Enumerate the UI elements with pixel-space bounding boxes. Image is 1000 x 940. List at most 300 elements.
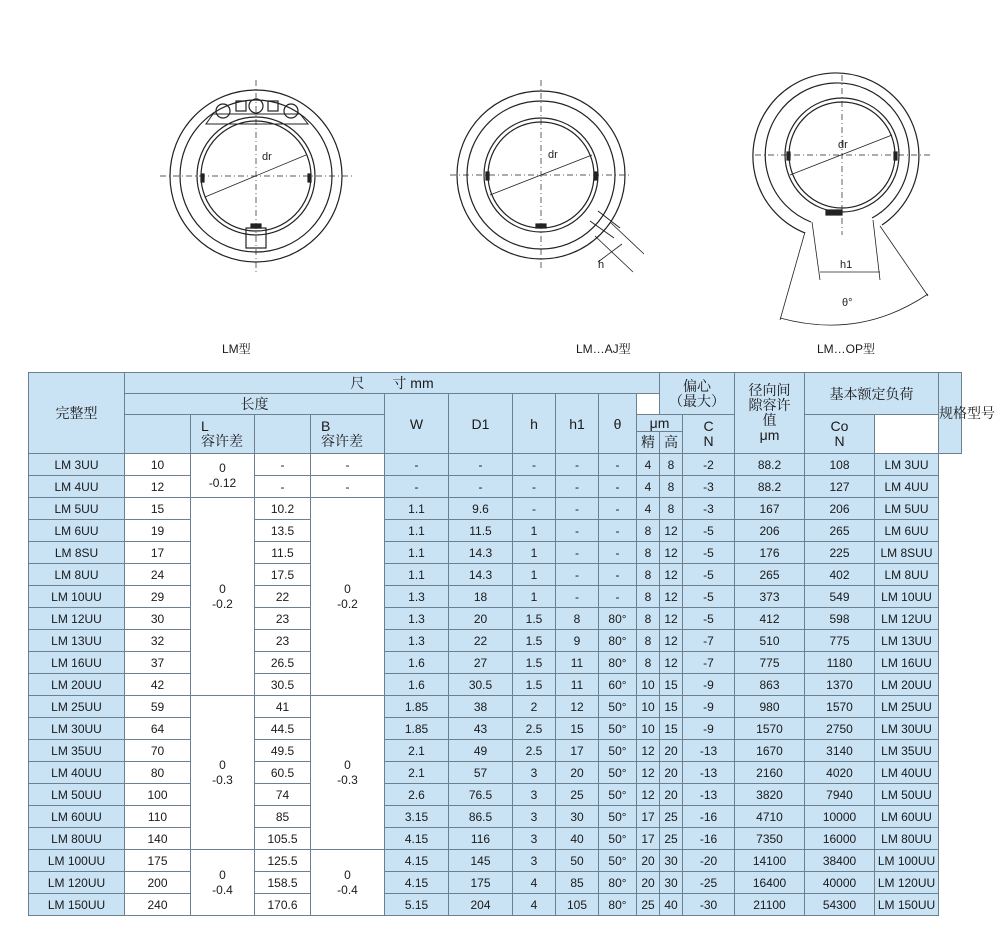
cell-spec-model: LM 100UU [875,850,939,872]
table-body [29,454,962,916]
cell-h1: 25 [556,784,599,806]
cell-C: 21100 [735,894,805,916]
cell-W: 2.1 [385,762,449,784]
cell-radial: -5 [683,608,735,630]
cell-B: - [255,476,311,498]
lm-aj-type-drawing [450,80,644,272]
cell-radial: -13 [683,740,735,762]
cell-spec-model: LM 6UU [875,520,939,542]
cell-B: 44.5 [255,718,311,740]
cell-spec-model: LM 4UU [875,476,939,498]
cell-B: 170.6 [255,894,311,916]
lm-op-type-drawing [753,73,930,325]
cell-ecc-fine: 10 [637,696,660,718]
cell-model: LM 6UU [29,520,125,542]
cell-B: 30.5 [255,674,311,696]
cell-ecc-high: 30 [660,872,683,894]
cell-D1: - [449,476,513,498]
cell-model: LM 16UU [29,652,125,674]
cell-L: 24 [125,564,191,586]
cell-theta: 50° [599,718,637,740]
cell-ecc-high: 40 [660,894,683,916]
cell-ecc-high: 8 [660,454,683,476]
header-basic-load: 基本额定负荷 [805,373,939,415]
table-row [29,498,962,520]
cell-Co: 402 [805,564,875,586]
header-L-tolerance: L 容许差 [191,415,255,454]
table-row [29,454,962,476]
dr-label: dr [548,149,558,161]
cell-D1: 116 [449,828,513,850]
cell-W: 1.1 [385,520,449,542]
cell-C: 3820 [735,784,805,806]
cell-C: 373 [735,586,805,608]
cell-W: 1.85 [385,718,449,740]
cell-L-tolerance: 0 -0.12 [191,454,255,498]
header-spec-model: 规格型号 [939,373,962,454]
cell-radial: -3 [683,498,735,520]
cell-B-tolerance: 0 -0.4 [311,850,385,916]
cell-spec-model: LM 3UU [875,454,939,476]
cell-ecc-fine: 20 [637,872,660,894]
cell-B: 85 [255,806,311,828]
cell-Co: 2750 [805,718,875,740]
cell-W: - [385,476,449,498]
dr-label: dr [262,151,272,163]
cell-B: 17.5 [255,564,311,586]
cell-ecc-high: 15 [660,696,683,718]
cell-ecc-high: 12 [660,564,683,586]
cell-h1: 50 [556,850,599,872]
cell-theta: 50° [599,828,637,850]
cell-spec-model: LM 150UU [875,894,939,916]
cell-ecc-fine: 10 [637,718,660,740]
cell-radial: -20 [683,850,735,872]
cell-D1: 14.3 [449,542,513,564]
cell-theta: - [599,564,637,586]
cell-theta: 80° [599,872,637,894]
header-B-value [255,415,311,454]
cell-Co: 10000 [805,806,875,828]
lm-type-label: LM型 [222,342,251,356]
cell-D1: 43 [449,718,513,740]
bearing-diagrams [0,0,1000,370]
cell-W: 1.3 [385,608,449,630]
cell-C: 88.2 [735,454,805,476]
cell-radial: -2 [683,454,735,476]
cell-C: 2160 [735,762,805,784]
cell-C: 206 [735,520,805,542]
cell-L: 59 [125,696,191,718]
cell-ecc-high: 20 [660,762,683,784]
cell-radial: -16 [683,828,735,850]
cell-radial: -9 [683,718,735,740]
cell-h: 1.5 [513,652,556,674]
cell-model: LM 10UU [29,586,125,608]
cell-model: LM 35UU [29,740,125,762]
cell-B: 23 [255,630,311,652]
dr-label: dr [838,139,848,151]
cell-spec-model: LM 12UU [875,608,939,630]
cell-ecc-fine: 20 [637,850,660,872]
cell-Co: 127 [805,476,875,498]
cell-model: LM 50UU [29,784,125,806]
cell-h1: 11 [556,674,599,696]
cell-spec-model: LM 50UU [875,784,939,806]
cell-B: 74 [255,784,311,806]
cell-B: 23 [255,608,311,630]
cell-B: 125.5 [255,850,311,872]
cell-h: 1 [513,520,556,542]
cell-B-tolerance: 0 -0.3 [311,696,385,850]
header-D1: D1 [449,394,513,454]
cell-h: 3 [513,850,556,872]
cell-theta: 50° [599,784,637,806]
header-W: W [385,394,449,454]
cell-theta: 50° [599,740,637,762]
cell-radial: -13 [683,762,735,784]
cell-h1: - [556,520,599,542]
cell-radial: -13 [683,784,735,806]
header-Co: Co N [805,415,875,454]
cell-W: 4.15 [385,850,449,872]
cell-L: 64 [125,718,191,740]
cell-W: 4.15 [385,872,449,894]
header-C: C N [683,415,735,454]
cell-L: 32 [125,630,191,652]
cell-ecc-fine: 4 [637,476,660,498]
cell-h1: - [556,542,599,564]
header-ecc-sub: μm 精 高 [637,415,683,454]
cell-h: 1.5 [513,630,556,652]
cell-h1: 105 [556,894,599,916]
cell-h1: 85 [556,872,599,894]
cell-model: LM 25UU [29,696,125,718]
header-L-value [125,415,191,454]
cell-D1: 204 [449,894,513,916]
cell-ecc-high: 12 [660,542,683,564]
cell-C: 88.2 [735,476,805,498]
cell-Co: 3140 [805,740,875,762]
table-row [29,630,962,652]
cell-B: 60.5 [255,762,311,784]
cell-h1: 15 [556,718,599,740]
cell-radial: -3 [683,476,735,498]
cell-Co: 54300 [805,894,875,916]
cell-h1: - [556,454,599,476]
cell-C: 863 [735,674,805,696]
cell-B-tolerance: 0 -0.2 [311,498,385,696]
header-eccentricity: 偏心 （最大） [660,373,735,415]
cell-C: 7350 [735,828,805,850]
cell-D1: 27 [449,652,513,674]
h1-label: h1 [840,259,853,271]
cell-W: 1.1 [385,564,449,586]
cell-ecc-fine: 10 [637,674,660,696]
cell-L: 15 [125,498,191,520]
cell-L: 175 [125,850,191,872]
cell-theta: - [599,542,637,564]
cell-model: LM 3UU [29,454,125,476]
cell-Co: 38400 [805,850,875,872]
cell-ecc-high: 8 [660,498,683,520]
cell-Co: 549 [805,586,875,608]
cell-B: 11.5 [255,542,311,564]
cell-theta: 80° [599,652,637,674]
cell-L: 17 [125,542,191,564]
cell-theta: - [599,520,637,542]
cell-W: 1.3 [385,586,449,608]
cell-D1: 18 [449,586,513,608]
cell-D1: 175 [449,872,513,894]
cell-theta: - [599,476,637,498]
cell-D1: 14.3 [449,564,513,586]
cell-h: 1.5 [513,674,556,696]
table-row [29,784,962,806]
cell-ecc-fine: 8 [637,630,660,652]
cell-h1: 11 [556,652,599,674]
cell-W: 1.85 [385,696,449,718]
cell-radial: -30 [683,894,735,916]
cell-ecc-high: 12 [660,586,683,608]
header-dimensions: 尺 寸 mm [125,373,660,394]
cell-theta: - [599,586,637,608]
cell-L-tolerance: 0 -0.2 [191,498,255,696]
cell-L: 10 [125,454,191,476]
cell-Co: 7940 [805,784,875,806]
cell-radial: -9 [683,696,735,718]
cell-Co: 4020 [805,762,875,784]
cell-ecc-fine: 12 [637,740,660,762]
table-row [29,850,962,872]
cell-C: 265 [735,564,805,586]
cell-h: 3 [513,762,556,784]
cell-ecc-high: 8 [660,476,683,498]
cell-h: 3 [513,806,556,828]
cell-h: 3 [513,784,556,806]
cell-spec-model: LM 25UU [875,696,939,718]
cell-ecc-high: 25 [660,806,683,828]
cell-h: - [513,498,556,520]
cell-B: 26.5 [255,652,311,674]
cell-theta: 50° [599,762,637,784]
cell-spec-model: LM 5UU [875,498,939,520]
table-row [29,652,962,674]
cell-D1: 76.5 [449,784,513,806]
lm-type-drawing [160,80,352,272]
cell-C: 510 [735,630,805,652]
cell-D1: 145 [449,850,513,872]
table-row [29,476,962,498]
cell-theta: - [599,454,637,476]
cell-C: 1670 [735,740,805,762]
table-header [29,373,995,454]
cell-h: 4 [513,872,556,894]
cell-ecc-fine: 17 [637,806,660,828]
cell-Co: 40000 [805,872,875,894]
table-row [29,828,962,850]
cell-L: 200 [125,872,191,894]
cell-L: 12 [125,476,191,498]
cell-spec-model: LM 16UU [875,652,939,674]
cell-B: 41 [255,696,311,718]
cell-C: 412 [735,608,805,630]
header-length: 长度 [125,394,385,415]
cell-L-tolerance: 0 -0.3 [191,696,255,850]
cell-Co: 1180 [805,652,875,674]
cell-W: 1.6 [385,674,449,696]
cell-ecc-fine: 8 [637,586,660,608]
cell-Co: 775 [805,630,875,652]
cell-C: 14100 [735,850,805,872]
table-row [29,806,962,828]
cell-B: 49.5 [255,740,311,762]
cell-C: 1570 [735,718,805,740]
cell-B: 105.5 [255,828,311,850]
cell-Co: 1370 [805,674,875,696]
cell-Co: 265 [805,520,875,542]
cell-ecc-high: 12 [660,608,683,630]
cell-ecc-fine: 25 [637,894,660,916]
cell-L: 100 [125,784,191,806]
cell-D1: 57 [449,762,513,784]
cell-h1: 9 [556,630,599,652]
cell-ecc-high: 20 [660,740,683,762]
cell-D1: 38 [449,696,513,718]
cell-spec-model: LM 8UU [875,564,939,586]
table-row [29,894,962,916]
cell-h: 2.5 [513,718,556,740]
cell-C: 176 [735,542,805,564]
cell-spec-model: LM 10UU [875,586,939,608]
cell-ecc-high: 15 [660,718,683,740]
cell-C: 167 [735,498,805,520]
header-model: 完整型 [29,373,125,454]
cell-model: LM 40UU [29,762,125,784]
cell-ecc-fine: 4 [637,498,660,520]
cell-model: LM 150UU [29,894,125,916]
cell-radial: -5 [683,520,735,542]
cell-W: 1.1 [385,542,449,564]
cell-C: 16400 [735,872,805,894]
cell-theta: 80° [599,630,637,652]
cell-spec-model: LM 80UU [875,828,939,850]
cell-theta: 80° [599,894,637,916]
cell-h: 4 [513,894,556,916]
cell-h: 1 [513,542,556,564]
lm-op-type-label: LM…OP型 [817,342,876,356]
cell-L: 30 [125,608,191,630]
cell-spec-model: LM 60UU [875,806,939,828]
cell-D1: 11.5 [449,520,513,542]
cell-ecc-fine: 8 [637,564,660,586]
cell-L-tolerance: 0 -0.4 [191,850,255,916]
cell-radial: -7 [683,652,735,674]
cell-Co: 206 [805,498,875,520]
cell-h1: 17 [556,740,599,762]
table-row [29,608,962,630]
cell-W: 5.15 [385,894,449,916]
cell-D1: - [449,454,513,476]
table-row [29,696,962,718]
cell-theta: 50° [599,806,637,828]
cell-D1: 9.6 [449,498,513,520]
table-row [29,674,962,696]
cell-L: 80 [125,762,191,784]
cell-h: 1 [513,564,556,586]
table-row [29,762,962,784]
cell-theta: 80° [599,608,637,630]
cell-L: 140 [125,828,191,850]
cell-W: 3.15 [385,806,449,828]
cell-theta: 50° [599,850,637,872]
cell-L: 110 [125,806,191,828]
cell-h: 2 [513,696,556,718]
cell-ecc-fine: 12 [637,784,660,806]
theta-label: θ° [842,297,853,309]
cell-C: 775 [735,652,805,674]
cell-ecc-high: 25 [660,828,683,850]
cell-radial: -9 [683,674,735,696]
cell-W: 2.6 [385,784,449,806]
specification-table [28,372,995,916]
cell-ecc-high: 15 [660,674,683,696]
cell-L: 70 [125,740,191,762]
cell-model: LM 60UU [29,806,125,828]
table-row [29,520,962,542]
cell-radial: -5 [683,564,735,586]
cell-B: 13.5 [255,520,311,542]
cell-D1: 20 [449,608,513,630]
cell-model: LM 100UU [29,850,125,872]
header-radial-clearance: 径向间 隙容许 值 μm [735,373,805,454]
cell-B: 10.2 [255,498,311,520]
cell-C: 4710 [735,806,805,828]
cell-D1: 86.5 [449,806,513,828]
table-row [29,542,962,564]
cell-h1: - [556,586,599,608]
cell-Co: 1570 [805,696,875,718]
cell-ecc-fine: 8 [637,520,660,542]
cell-ecc-high: 12 [660,652,683,674]
cell-radial: -7 [683,630,735,652]
cell-model: LM 20UU [29,674,125,696]
cell-theta: - [599,498,637,520]
cell-ecc-fine: 17 [637,828,660,850]
cell-h1: 20 [556,762,599,784]
cell-W: 1.1 [385,498,449,520]
header-theta: θ [599,394,637,454]
cell-model: LM 30UU [29,718,125,740]
cell-D1: 30.5 [449,674,513,696]
cell-h: 3 [513,828,556,850]
cell-W: - [385,454,449,476]
cell-h1: 30 [556,806,599,828]
cell-model: LM 13UU [29,630,125,652]
cell-Co: 108 [805,454,875,476]
cell-B: - [255,454,311,476]
cell-B: 158.5 [255,872,311,894]
bearing-cross-section-drawings [0,0,1000,370]
h-label: h [598,259,605,271]
cell-radial: -16 [683,806,735,828]
cell-ecc-high: 12 [660,520,683,542]
cell-h1: - [556,476,599,498]
cell-spec-model: LM 20UU [875,674,939,696]
cell-ecc-high: 20 [660,784,683,806]
cell-L: 29 [125,586,191,608]
header-h1: h1 [556,394,599,454]
